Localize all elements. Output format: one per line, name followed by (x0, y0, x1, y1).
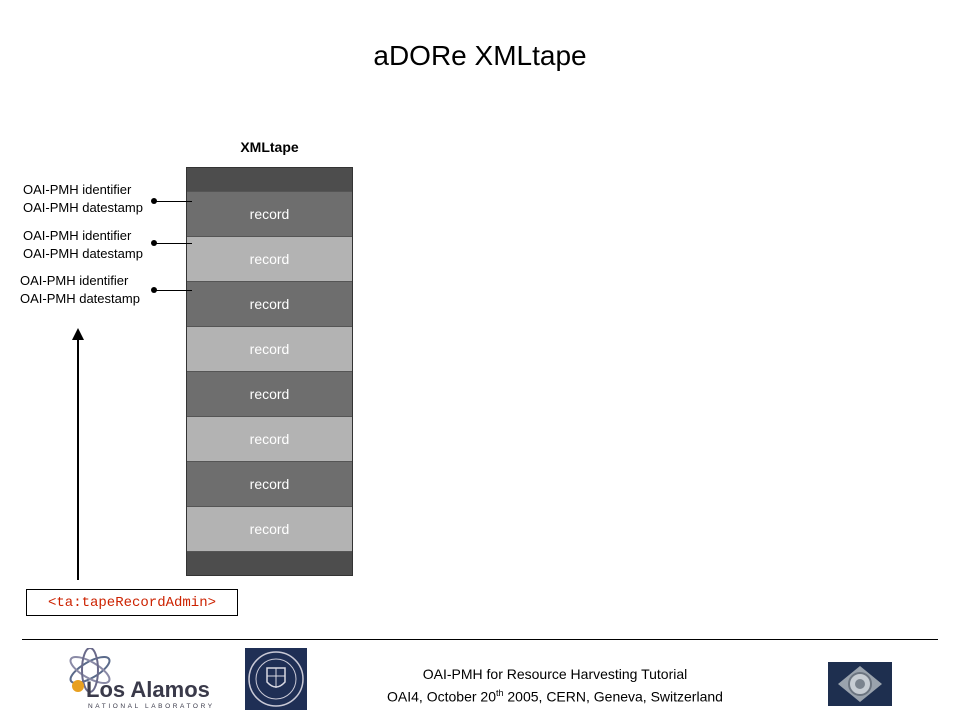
slide-title: aDORe XMLtape (373, 40, 587, 71)
record-admin-annotation (23, 227, 143, 263)
datestamp-label: OAI-PMH datestamp (20, 291, 140, 306)
connector-line (154, 290, 192, 291)
arrow-shaft (77, 338, 79, 580)
footer-line2: OAI4, October 20th 2005, CERN, Geneva, Switzerland (387, 688, 723, 705)
xmltape-stack (186, 167, 353, 576)
identifier-label: OAI-PMH identifier (23, 182, 132, 197)
footer-divider (22, 639, 938, 640)
los-alamos-logo (58, 648, 218, 710)
datestamp-label: OAI-PMH datestamp (23, 200, 143, 215)
tape-bottom-cap (187, 551, 352, 575)
record-block: record (187, 371, 352, 416)
eye-logo (828, 662, 892, 706)
datestamp-label: OAI-PMH datestamp (23, 246, 143, 261)
tape-record-admin-box: <ta:tapeRecordAdmin> (26, 589, 238, 616)
record-block: record (187, 236, 352, 281)
record-block: record (187, 281, 352, 326)
logo-sub-text: NATIONAL LABORATORY (88, 703, 215, 710)
tape-label: XMLtape (240, 139, 299, 155)
connector-line (154, 201, 192, 202)
record-admin-annotation (20, 272, 140, 308)
tape-top-cap (187, 168, 352, 191)
logo-main-text: Los Alamos (86, 677, 210, 702)
university-seal-logo (245, 648, 307, 710)
identifier-label: OAI-PMH identifier (20, 273, 129, 288)
record-block: record (187, 506, 352, 551)
connector-line (154, 243, 192, 244)
record-block: record (187, 416, 352, 461)
identifier-label: OAI-PMH identifier (23, 228, 132, 243)
record-block: record (187, 191, 352, 236)
record-block: record (187, 326, 352, 371)
footer-line1: OAI-PMH for Resource Harvesting Tutorial (422, 666, 688, 682)
footer-caption (340, 665, 770, 707)
record-block: record (187, 461, 352, 506)
record-admin-annotation (23, 181, 143, 217)
